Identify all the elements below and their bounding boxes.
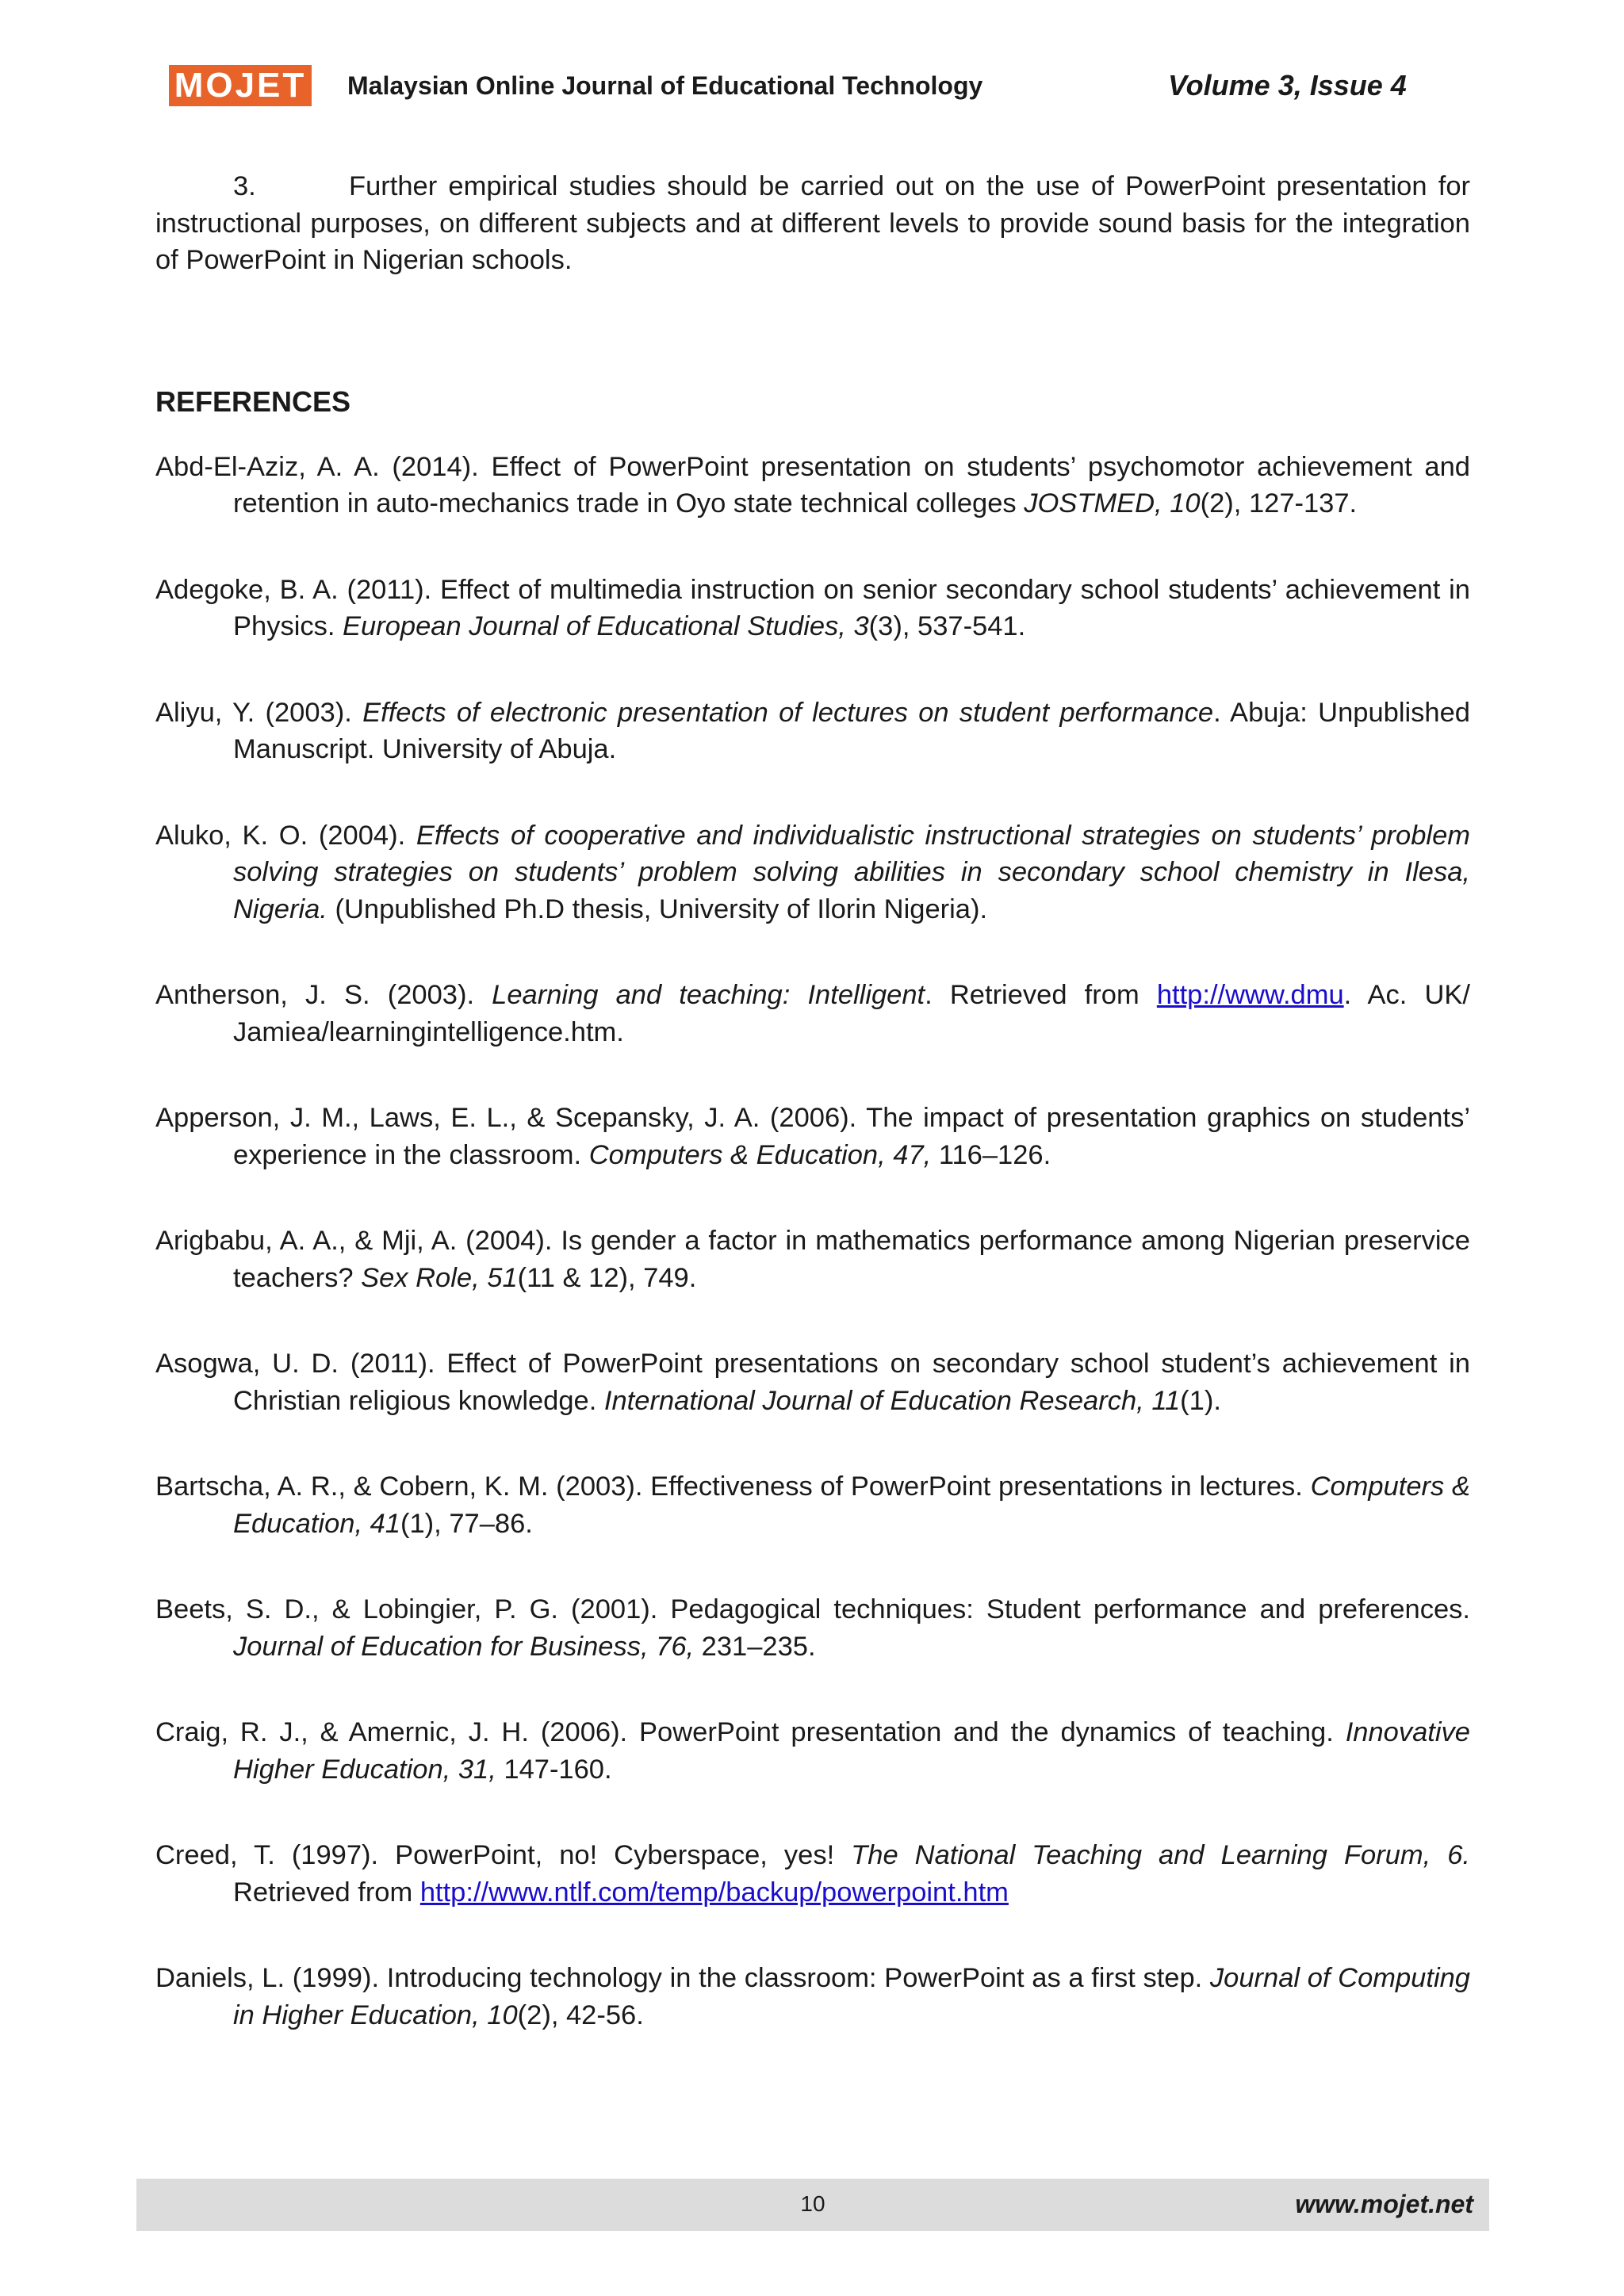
reference-item: Antherson, J. S. (2003). Learning and teaching: Intelligent. Retrieved from http://www.dmu. Ac. UK/ Jamiea/learningintelligence.htm. — [155, 980, 1470, 1047]
website-link[interactable]: www.mojet.net — [1295, 2190, 1473, 2218]
recommendation-text: Further empirical studies should be carried out on the use of PowerPoint presentation for instructional purposes, on different subjects and at different levels to provide sound basis for the integration of PowerPoint in Nigerian schools. — [155, 171, 1470, 275]
reference-item: Daniels, L. (1999). Introducing technology in the classroom: PowerPoint as a first step. Journal of Computing in Higher Education, 10(2), 42-56. — [155, 1963, 1470, 2030]
reference-item: Craig, R. J., & Amernic, J. H. (2006). PowerPoint presentation and the dynamics of teaching. Innovative Higher Education, 31, 147-160. — [155, 1717, 1470, 1785]
journal-name: Malaysian Online Journal of Educational Technology — [347, 71, 983, 100]
reference-link[interactable]: http://www.dmu — [1156, 980, 1344, 1010]
reference-item: Arigbabu, A. A., & Mji, A. (2004). Is gender a factor in mathematics performance among Nigerian preservice teachers? Sex Role, 51(11 & 12), 749. — [155, 1226, 1470, 1293]
page-number: 10 — [800, 2191, 825, 2216]
page-footer — [136, 2179, 1489, 2231]
reference-item: Abd-El-Aziz, A. A. (2014). Effect of PowerPoint presentation on students’ psychomotor achievement and retention in auto-mechanics trade in Oyo state technical colleges JOSTMED, 10(2), 127-137. — [155, 451, 1470, 519]
recommendation-paragraph — [155, 168, 1470, 279]
reference-link[interactable]: http://www.ntlf.com/temp/backup/powerpoint.htm — [419, 1877, 1009, 1908]
recommendation-number: 3. — [233, 171, 256, 201]
reference-item: Creed, T. (1997). PowerPoint, no! Cyberspace, yes! The National Teaching and Learning Forum, 6. Retrieved from http://www.ntlf.com/temp/backup/powerpoint.htm — [155, 1840, 1471, 1908]
page-content — [155, 168, 1470, 2083]
reference-item: Apperson, J. M., Laws, E. L., & Scepansky, J. A. (2006). The impact of presentation graphics on students’ experience in the classroom. Computers & Education, 47, 116–126. — [155, 1103, 1470, 1170]
mojet-logo: MOJET — [169, 65, 312, 106]
reference-item: Aliyu, Y. (2003). Effects of electronic presentation of lectures on student performance. Abuja: Unpublished Manuscript. University of Abuja. — [155, 697, 1470, 764]
page-header — [169, 65, 1517, 109]
reference-list — [155, 449, 1470, 2034]
reference-item: Asogwa, U. D. (2011). Effect of PowerPoint presentations on secondary school student’s achievement in Christian religious knowledge. International Journal of Education Research, 11(1). — [155, 1349, 1470, 1416]
volume-issue: Volume 3, Issue 4 — [1168, 69, 1407, 101]
reference-item: Beets, S. D., & Lobingier, P. G. (2001). Pedagogical techniques: Student performance and preferences. Journal of Education for Business, 76, 231–235. — [155, 1594, 1470, 1662]
reference-item: Bartscha, A. R., & Cobern, K. M. (2003). Effectiveness of PowerPoint presentations in lectures. Computers & Education, 41(1), 77–86. — [155, 1471, 1471, 1539]
reference-item: Aluko, K. O. (2004). Effects of cooperative and individualistic instructional strategies on students’ problem solving strategies on students’ problem solving abilities in secondary school chemistry in Ilesa, Nigeria. (Unpublished Ph.D thesis, University of Ilorin Nigeria). — [155, 820, 1470, 924]
references-heading: REFERENCES — [155, 385, 351, 418]
reference-item: Adegoke, B. A. (2011). Effect of multimedia instruction on senior secondary school students’ achievement in Physics. European Journal of Educational Studies, 3(3), 537-541. — [155, 574, 1470, 641]
